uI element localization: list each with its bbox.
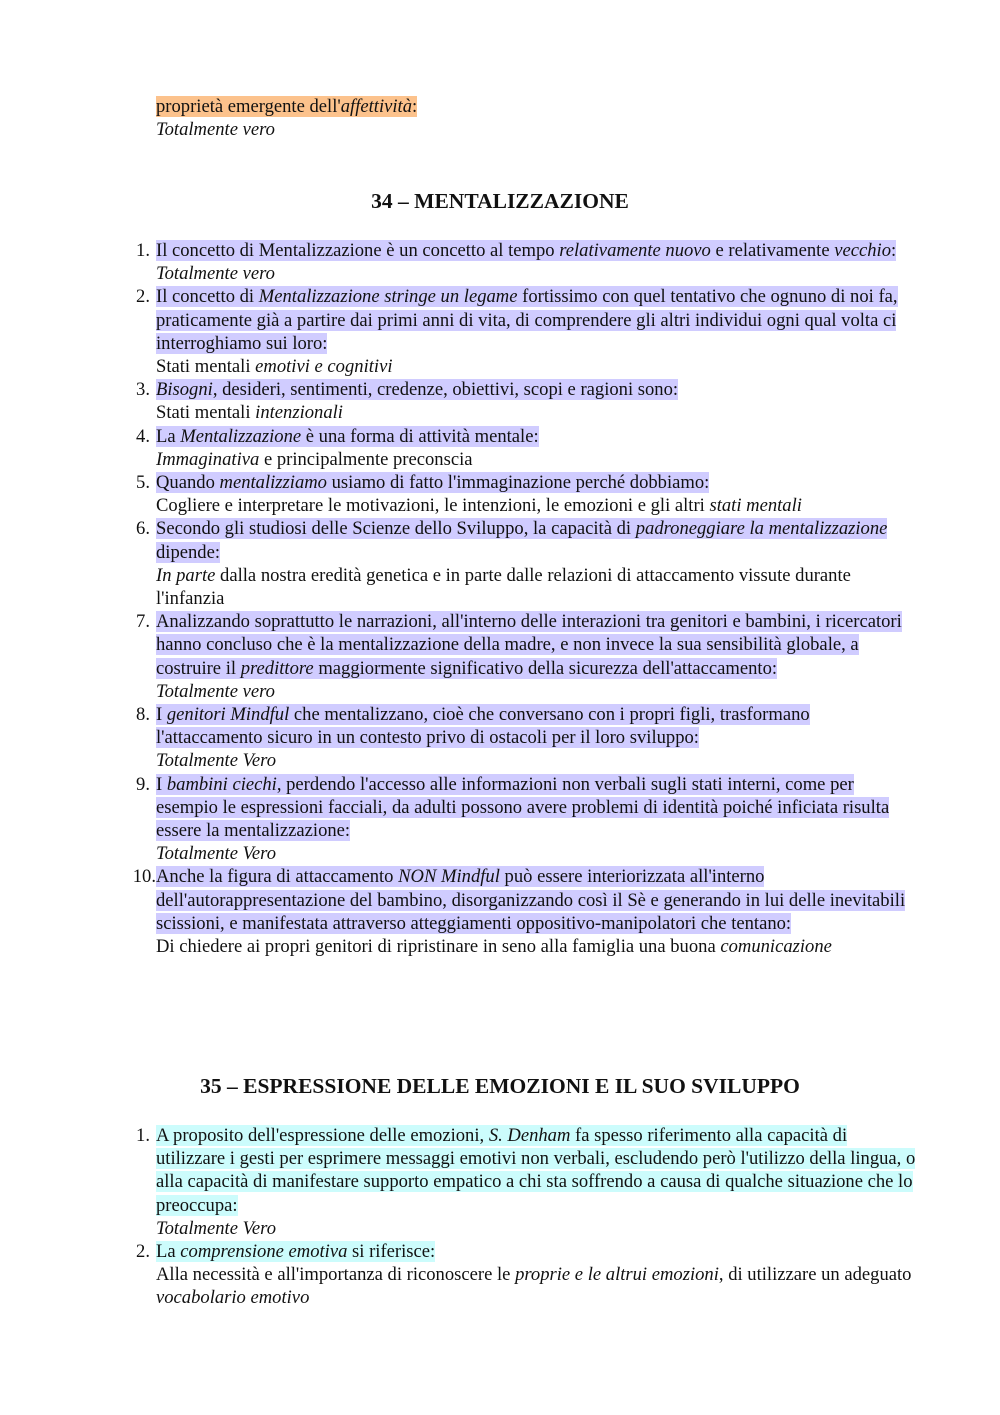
question-text: Il concetto di: [156, 286, 259, 308]
item-question: [156, 425, 916, 448]
list-item: [136, 703, 916, 773]
item-question: [156, 610, 916, 680]
question-text: Analizzando soprattutto le narrazioni, all'interno delle interazioni tra genitori e bambini, i ricercatori hanno concluso che è la mentalizzazione della madre, e non invece la sua sensibilità globale, a costruire il: [156, 611, 902, 679]
answer-emphasis: Totalmente Vero: [156, 1217, 276, 1239]
section-34-list: [132, 239, 916, 958]
answer-emphasis: emotivi e cognitivi: [255, 356, 393, 378]
question-text: I: [156, 773, 167, 795]
item-number: 4.: [136, 425, 150, 447]
question-emphasis: relativamente nuovo: [559, 240, 711, 261]
intro-question-colon: :: [412, 96, 418, 117]
list-item: [136, 1240, 916, 1310]
list-item: [132, 865, 916, 958]
answer-text: Alla necessità e all'importanza di riconoscere le: [156, 1264, 516, 1286]
item-number: 9.: [136, 773, 150, 795]
answer-text: Cogliere e interpretare le motivazioni, le intenzioni, le emozioni e gli altri: [156, 495, 710, 517]
list-item: [136, 471, 916, 517]
list-item: [136, 239, 916, 285]
question-text: che mentalizzano, cioè che conversano con i propri figli, trasformano l'attaccamento sicuro in un contesto privo di ostacoli per il loro sviluppo:: [156, 704, 810, 749]
question-emphasis: vecchio: [834, 240, 892, 261]
answer-emphasis: Totalmente Vero: [156, 843, 276, 865]
list-item: [136, 517, 916, 610]
section-34-title: 34 – MENTALIZZAZIONE: [371, 189, 629, 213]
question-text: La: [156, 1241, 181, 1263]
item-answer: [156, 842, 916, 865]
answer-emphasis: Totalmente Vero: [156, 750, 276, 772]
answer-emphasis: stati mentali: [709, 495, 802, 517]
answer-emphasis: Totalmente vero: [156, 263, 275, 285]
question-text: fortissimo con quel tentativo che ognuno di noi fa, praticamente già a partire dai primi anni di vita, di comprendere gli altri individui ogni qual volta ci interroghiamo sui loro:: [156, 286, 898, 354]
question-text: :: [891, 240, 897, 261]
question-emphasis: predittore: [240, 657, 314, 679]
section-35-list: [136, 1124, 916, 1310]
question-text: La: [156, 425, 181, 447]
answer-text: e principalmente preconscia: [259, 448, 473, 470]
item-answer: [156, 355, 916, 378]
question-text: e relativamente: [710, 240, 835, 261]
list-item: [136, 610, 916, 703]
item-number: 2.: [136, 286, 150, 308]
question-text: , perdendo l'accesso alle informazioni non verbali sugli stati interni, come per esempio le espressioni facciali, da adulti possono avere problemi di identità poiché inficiata risulta essere la mentalizzazione:: [156, 773, 890, 842]
question-text: I: [156, 704, 167, 726]
question-text: Anche la figura di attaccamento: [156, 866, 399, 888]
intro-block: [156, 95, 916, 141]
question-text: maggiormente significativo della sicurezza dell'attaccamento:: [313, 657, 778, 679]
answer-emphasis: Immaginativa: [156, 448, 260, 470]
question-text: usiamo di fatto l'immaginazione perché dobbiamo:: [326, 472, 710, 494]
question-text: , desideri, sentimenti, credenze, obiettivi, scopi e ragioni sono:: [212, 379, 679, 401]
item-question: [156, 285, 916, 355]
question-text: dipende:: [156, 541, 221, 563]
answer-text: Stati mentali: [156, 402, 256, 424]
list-item: [136, 378, 916, 424]
list-item: [136, 285, 916, 378]
intro-question-emphasis: affettività: [340, 96, 412, 117]
item-number: 1.: [136, 1125, 150, 1146]
section-35-title: 35 – ESPRESSIONE DELLE EMOZIONI E IL SUO SVILUPPO: [200, 1074, 800, 1098]
item-answer: [156, 564, 916, 610]
item-question: [156, 517, 916, 563]
question-emphasis: Bisogni: [156, 379, 213, 401]
answer-emphasis: proprie e le altrui emozioni: [515, 1264, 719, 1286]
item-question: [156, 865, 916, 935]
intro-answer: [156, 118, 916, 141]
intro-question: [156, 95, 916, 118]
question-text: fa spesso riferimento alla capacità di utilizzare i gesti per esprimere messaggi emotivi non verbali, escludendo però l'utilizzo della lingua, o alla capacità di manifestare supporto empatico a chi sta soffrendo a causa di qualche situazione che lo preoccupa:: [156, 1125, 916, 1216]
intro-answer-text: Totalmente vero: [156, 119, 275, 141]
list-item: [136, 1124, 916, 1240]
answer-text: Di chiedere ai propri genitori di ripristinare in seno alla famiglia una buona: [156, 936, 721, 958]
question-emphasis: S. Denham: [488, 1125, 571, 1146]
item-number: 1.: [136, 240, 150, 261]
question-text: Secondo gli studiosi delle Scienze dello Sviluppo, la capacità di: [156, 518, 636, 540]
list-item: [136, 425, 916, 471]
question-text: A proposito dell'espressione delle emozioni,: [156, 1125, 489, 1146]
item-answer: [156, 401, 916, 424]
item-answer: [156, 749, 916, 772]
item-question: [156, 773, 916, 843]
item-question: [156, 239, 916, 262]
answer-text: , di utilizzare un adeguato: [718, 1264, 912, 1286]
question-emphasis: padroneggiare la mentalizzazione: [635, 518, 888, 540]
question-text: Quando: [156, 472, 220, 494]
answer-text: Stati mentali: [156, 356, 256, 378]
answer-text: dalla nostra eredità genetica e in parte dalle relazioni di attaccamento vissute durante l'infanzia: [156, 564, 851, 610]
item-answer: [156, 262, 916, 285]
question-emphasis: Mentalizzazione: [180, 425, 302, 447]
item-number: 7.: [136, 611, 150, 633]
item-question: [156, 378, 916, 401]
question-emphasis: comprensione emotiva: [180, 1241, 348, 1263]
question-text: è una forma di attività mentale:: [301, 425, 539, 447]
question-text: Il concetto di Mentalizzazione è un concetto al tempo: [156, 240, 560, 261]
question-emphasis: mentalizziamo: [219, 472, 327, 494]
item-answer: [156, 680, 916, 703]
item-answer: [156, 1263, 916, 1309]
item-question: [156, 1124, 916, 1217]
answer-emphasis: Totalmente vero: [156, 680, 275, 702]
item-number: 10.: [132, 866, 156, 888]
item-question: [156, 703, 916, 749]
answer-emphasis: vocabolario emotivo: [156, 1287, 310, 1309]
question-text: può essere interiorizzata all'interno dell'autorappresentazione del bambino, disorganizzando così il Sè e generando in lui delle inevitabili scissioni, e manifestata attraverso atteggiamenti oppositivo-manipolatori che tentano:: [156, 866, 906, 934]
item-answer: [156, 448, 916, 471]
item-number: 3.: [136, 379, 150, 401]
item-question: [156, 471, 916, 494]
item-number: 2.: [136, 1241, 150, 1263]
answer-emphasis: comunicazione: [720, 936, 832, 958]
item-answer: [156, 1217, 916, 1240]
question-emphasis: NON Mindful: [398, 866, 500, 888]
item-answer: [156, 494, 916, 517]
item-number: 5.: [136, 472, 150, 494]
answer-emphasis: In parte: [156, 564, 216, 586]
question-emphasis: genitori Mindful: [166, 704, 290, 726]
list-item: [136, 773, 916, 866]
item-question: [156, 1240, 916, 1263]
item-number: 6.: [136, 518, 150, 540]
question-text: si riferisce:: [347, 1241, 436, 1263]
intro-question-text: proprietà emergente dell': [156, 96, 341, 117]
item-number: 8.: [136, 704, 150, 726]
question-emphasis: Mentalizzazione stringe un legame: [258, 286, 518, 308]
item-answer: [156, 935, 916, 958]
question-emphasis: bambini ciechi: [166, 773, 277, 795]
answer-emphasis: intenzionali: [255, 402, 343, 424]
